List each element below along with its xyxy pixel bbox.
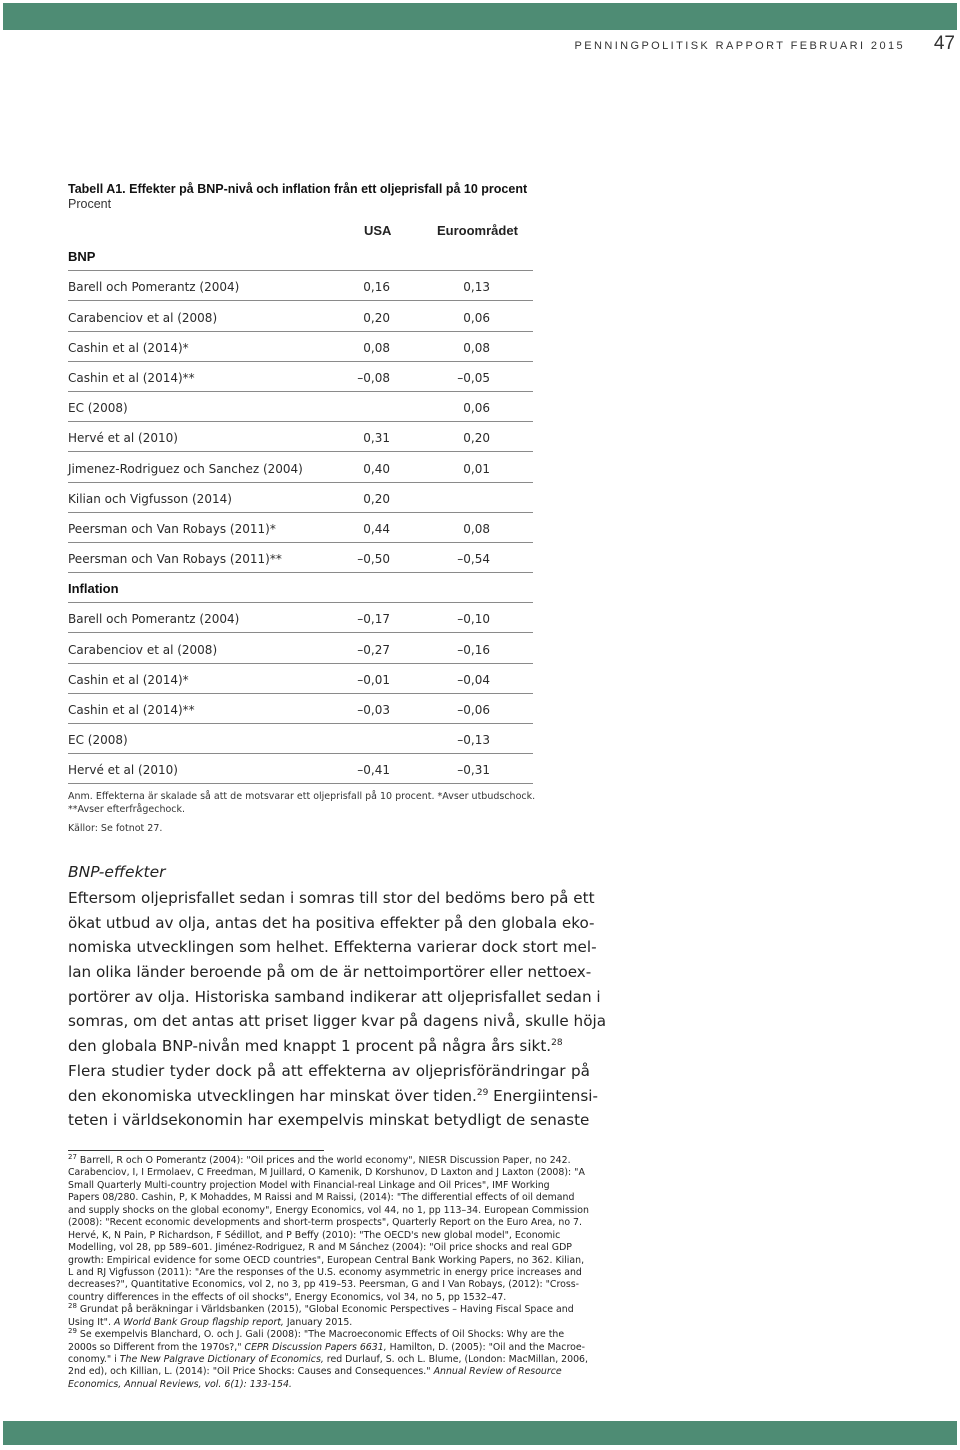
footnote-line <box>68 1152 590 1167</box>
euroarea-value: –0,13 <box>457 733 490 748</box>
body-line <box>68 960 590 985</box>
footnote-tail: red Durlauf, S. och L. Blume, (London: MacMillan, 2006, <box>323 1354 588 1365</box>
table-row <box>68 422 533 452</box>
body-line <box>68 1084 598 1109</box>
footnote-number: 29 <box>68 1327 77 1335</box>
body-line <box>68 911 595 936</box>
table-subtitle: Procent <box>68 197 112 211</box>
table-note-line: **Avser efterfrågechock. <box>68 804 186 815</box>
euroarea-value: 0,20 <box>463 431 490 446</box>
body-line <box>68 886 595 911</box>
euroarea-value: 0,06 <box>463 401 490 416</box>
footnote-italic: The New Palgrave Dictionary of Economics, <box>119 1354 324 1365</box>
usa-value: 0,08 <box>363 340 390 355</box>
footnote-text: (2008): "Recent economic developments and short-term prospects", Quarterly Report on the Euro Area, no 7. <box>68 1217 582 1229</box>
body-line <box>68 1034 590 1059</box>
body-line <box>68 1108 590 1133</box>
body-line-text: teten i världsekonomin har exempelvis minskat betydligt de senaste <box>68 1111 590 1130</box>
usa-value: –0,08 <box>357 370 390 385</box>
usa-value: 0,16 <box>363 280 390 295</box>
table-row <box>68 483 533 513</box>
footnote-tail: January 2015. <box>283 1316 353 1328</box>
footnote-line <box>68 1329 590 1341</box>
usa-value: 0,44 <box>363 521 390 536</box>
body-line <box>68 1059 590 1084</box>
footnote-line <box>68 1279 590 1291</box>
footnote-text: Carabenciov, I, I Ermolaev, C Freedman, M Juillard, O Kamenik, D Korshunov, D Laxton and J Laxton (2008): "A <box>68 1167 585 1179</box>
footnote-italic: Economics, Annual Reviews, vol. 6(1): 133-154. <box>68 1378 292 1390</box>
usa-value: 0,31 <box>363 431 390 446</box>
row-label: EC (2008) <box>68 401 128 416</box>
footnote-text: Modelling, vol 28, pp 589–601. Jiménez-Rodriguez, R and M Sánchez (2004): "Oil price shocks and real GDP <box>68 1242 572 1254</box>
table-section-row <box>68 241 533 271</box>
usa-value: –0,01 <box>357 672 390 687</box>
row-label: Cashin et al (2014)* <box>68 340 189 355</box>
body-line <box>68 985 601 1010</box>
body-paragraph <box>68 886 607 1133</box>
table-row <box>68 362 533 392</box>
effects-table <box>68 241 533 784</box>
usa-value: 0,40 <box>363 461 390 476</box>
usa-value: 0,20 <box>363 310 390 325</box>
footnote-line <box>68 1304 590 1316</box>
footnote-ref: 29 <box>476 1087 489 1098</box>
euroarea-value: 0,13 <box>463 280 490 295</box>
footnote-text: 2nd ed), och Killian, L. (2014): "Oil Price Shocks: Causes and Consequences." <box>68 1366 434 1378</box>
footnote-text: decreases?", Quantitative Economics, vol 2, no 3, pp 419–53. Peersman, G and I Van Robays, (2012): "Cross- <box>68 1279 580 1291</box>
body-line-text: Eftersom oljeprisfallet sedan i somras till stor del bedöms bero på ett <box>68 889 595 907</box>
footnote-italic: CEPR Discussion Papers 6631, <box>244 1341 387 1353</box>
table-row <box>68 633 533 663</box>
body-line-text: ökat utbud av olja, antas det ha positiva effekter på den globala eko- <box>68 913 595 932</box>
body-line-text: den globala BNP-nivån med knappt 1 procent på några års sikt. <box>68 1037 552 1056</box>
footnote-line <box>68 1217 590 1229</box>
table-row <box>68 332 533 362</box>
euroarea-value: 0,08 <box>463 340 490 355</box>
column-header-euroomradet: Euroområdet <box>437 223 518 238</box>
table-note-line: Anm. Effekterna är skalade så att de motsvarar ett oljeprisfall på 10 procent. *Avser utbudschock. <box>68 791 536 802</box>
table-row <box>68 543 533 573</box>
body-line <box>68 1009 607 1034</box>
table-row <box>68 452 533 482</box>
footnote-line <box>68 1379 590 1391</box>
footnote-line <box>68 1267 590 1279</box>
row-label: Hervé et al (2010) <box>68 431 178 446</box>
row-label: Jimenez-Rodriguez och Sanchez (2004) <box>68 461 303 476</box>
body-line-text: den ekonomiska utvecklingen har minskat över tiden. <box>68 1086 477 1105</box>
footnote-number: 28 <box>68 1302 77 1311</box>
footnote-text: country differences in the effects of oil shocks", Energy Economics, vol 34, no 5, pp 1532–47. <box>68 1291 507 1303</box>
usa-value: –0,17 <box>357 612 390 627</box>
table-row <box>68 664 533 694</box>
bottom-color-bar <box>3 1421 957 1445</box>
table-row <box>68 754 533 784</box>
table-row <box>68 603 533 633</box>
body-line-text: portörer av olja. Historiska samband indikerar att oljeprisfallet sedan i <box>68 987 601 1006</box>
row-label: BNP <box>68 249 96 265</box>
row-label: Barell och Pomerantz (2004) <box>68 280 240 295</box>
euroarea-value: –0,06 <box>457 703 490 717</box>
footnote-text: conomy." i <box>68 1354 120 1365</box>
row-label: Peersman och Van Robays (2011)* <box>68 521 276 536</box>
footnote-line <box>68 1205 590 1217</box>
footnote-text: Barrell, R och O Pomerantz (2004): "Oil prices and the world economy", NIESR Discussion Paper, no 242. <box>79 1155 571 1166</box>
euroarea-value: –0,54 <box>457 552 490 567</box>
footnote-text: L and RJ Vigfusson (2011): "Are the responses of the U.S. economy asymmetric in energy price increases and <box>68 1266 582 1278</box>
euroarea-value: –0,05 <box>457 370 490 385</box>
footnote-text: 2000s so Different from the 1970s?," <box>68 1341 245 1353</box>
footnote-italic: A World Bank Group flagship report, <box>113 1316 284 1328</box>
footnote-line <box>68 1255 590 1267</box>
euroarea-value: –0,04 <box>457 672 490 687</box>
footnote-line <box>68 1354 590 1366</box>
row-label: Cashin et al (2014)* <box>68 672 189 687</box>
footnote-text: and supply shocks on the global economy", Energy Economics, vol 44, no 1, pp 113–34. European Commission <box>68 1204 589 1216</box>
body-line-tail: Energiintensi- <box>488 1086 598 1105</box>
table-row <box>68 513 533 543</box>
footnote-text: Papers 08/280. Cashin, P, K Mohaddes, M Raissi and M Raissi, (2014): "The differential effects of oil demand <box>68 1192 575 1204</box>
row-label: Barell och Pomerantz (2004) <box>68 612 240 627</box>
section-title: BNP-effekter <box>68 863 166 881</box>
footnotes <box>68 1152 590 1391</box>
euroarea-value: 0,06 <box>463 310 490 325</box>
footnote-text: Small Quarterly Multi-country projection Model with Financial-real Linkage and Oil Prices", IMF Working <box>68 1179 550 1191</box>
page-number: 47 <box>933 33 955 54</box>
footnote-text: Using It". <box>68 1316 114 1328</box>
table-row <box>68 271 533 301</box>
table-row <box>68 392 533 422</box>
footnote-text: Hervé, K, N Pain, P Richardson, F Sédillot, and P Beffy (2010): "The OECD's new global model", Economic <box>68 1229 561 1241</box>
row-label: Peersman och Van Robays (2011)** <box>68 552 282 567</box>
row-label: Carabenciov et al (2008) <box>68 310 218 325</box>
row-label: Carabenciov et al (2008) <box>68 642 218 657</box>
euroarea-value: 0,01 <box>463 461 490 476</box>
table-source: Källor: Se fotnot 27. <box>68 823 163 834</box>
row-label: Cashin et al (2014)** <box>68 703 195 717</box>
usa-value: –0,41 <box>357 763 390 778</box>
table-section-row <box>68 573 533 603</box>
table-row <box>68 301 533 331</box>
row-label: Hervé et al (2010) <box>68 763 178 778</box>
footnote-ref: 28 <box>551 1038 563 1049</box>
table-note <box>68 790 548 816</box>
footnote-line <box>68 1366 590 1378</box>
footnote-line <box>68 1242 590 1254</box>
footnote-line <box>68 1230 590 1242</box>
footnote-rule <box>68 1150 324 1151</box>
footnote-italic: Annual Review of Resource <box>433 1366 562 1378</box>
body-line-text: Flera studier tyder dock på att effekterna av oljeprisförändringar på <box>68 1061 590 1080</box>
euroarea-value: –0,31 <box>457 763 490 778</box>
top-color-bar <box>3 3 957 30</box>
footnote-line <box>68 1192 590 1204</box>
footnote-text: Grundat på beräkningar i Världsbanken (2015), "Global Economic Perspectives – Having Fiscal Space and <box>79 1304 574 1316</box>
footnote-line <box>68 1180 590 1192</box>
usa-value: –0,03 <box>357 703 390 717</box>
footnote-line <box>68 1342 590 1354</box>
body-line <box>68 935 597 960</box>
footnote-line <box>68 1317 590 1329</box>
row-label: Inflation <box>68 581 119 597</box>
table-row <box>68 694 533 724</box>
table-title: Tabell A1. Effekter på BNP-nivå och inflation från ett oljeprisfall på 10 procent <box>68 182 528 196</box>
euroarea-value: 0,08 <box>463 521 490 536</box>
footnote-line <box>68 1292 590 1304</box>
body-line-text: nomiska utvecklingen som helhet. Effekterna varierar dock stort mel- <box>68 938 597 957</box>
usa-value: –0,50 <box>357 552 390 567</box>
row-label: Cashin et al (2014)** <box>68 370 195 385</box>
footnote-tail: Hamilton, D. (2005): "Oil and the Macroe- <box>386 1341 585 1353</box>
usa-value: –0,27 <box>357 642 390 657</box>
euroarea-value: –0,10 <box>457 612 490 627</box>
table-row <box>68 724 533 754</box>
usa-value: 0,20 <box>363 491 390 506</box>
row-label: Kilian och Vigfusson (2014) <box>68 491 232 506</box>
footnote-text: Se exempelvis Blanchard, O. och J. Gali (2008): "The Macroeconomic Effects of Oil Shocks: Why are the <box>79 1329 565 1341</box>
footnote-text: growth: Empirical evidence for some OECD countries", European Central Bank Working Papers, no 362. Kilian, <box>68 1254 585 1266</box>
footnote-number: 27 <box>68 1152 77 1161</box>
body-line-text: lan olika länder beroende på om de är nettoimportörer eller nettoex- <box>68 963 592 982</box>
row-label: EC (2008) <box>68 733 128 748</box>
euroarea-value: –0,16 <box>457 642 490 657</box>
body-line-text: somras, om det antas att priset ligger kvar på dagens nivå, skulle höja <box>68 1012 607 1031</box>
footnote-line <box>68 1167 590 1179</box>
running-head: PENNINGPOLITISK RAPPORT FEBRUARI 2015 <box>574 40 905 52</box>
column-header-usa: USA <box>364 223 392 238</box>
